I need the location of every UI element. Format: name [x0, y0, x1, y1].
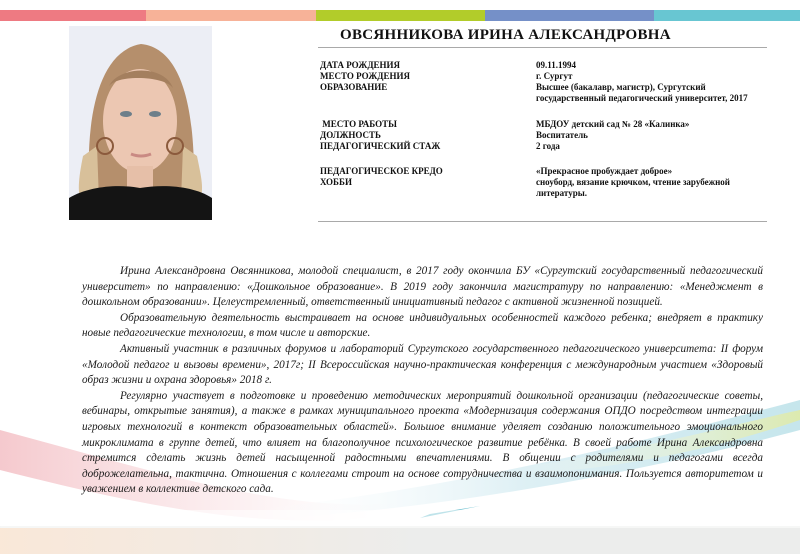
field-label: МЕСТО РАБОТЫ	[320, 119, 397, 129]
bio-paragraph: Образовательную деятельность выстраивает на основе индивидуальных особенностей каждого ребенка; внедряет в практику новые педагогические технологии, в том числе и авторские.	[82, 311, 763, 340]
field-value: МБДОУ детский сад № 28 «Калинка»	[536, 119, 690, 129]
field-value: Воспитатель	[536, 130, 588, 140]
field-label: ДОЛЖНОСТЬ	[320, 130, 381, 140]
field-label: ПЕДАГОГИЧЕСКИЙ СТАЖ	[320, 141, 441, 151]
color-bar-segment	[0, 10, 146, 21]
field-value: г. Сургут	[536, 71, 573, 81]
field-value: 2 года	[536, 141, 560, 151]
divider-line	[318, 47, 767, 48]
bio-paragraph: Ирина Александровна Овсянникова, молодой специалист, в 2017 году окончила БУ «Сургутский государственный педагогический университет» по направлению: «Дошкольное образование». В 2019 году закончила магистратуру по направлению: «Менеджмент в дошкольном образовании». Целеустремленный, ответственный инициативный педагог с активной жизненной позицией.	[82, 265, 763, 309]
bio-paragraph: Регулярно участвует в подготовке и проведению методических мероприятий дошкольной организации (педагогические советы, вебинары, открытые занятия), а также в рамках муниципального проекта «Модернизация содержания ОПДО посредством интеграции игровых технологий в контекст образовательных областей». Большое внимание уделяет созданию положительного эмоционального микроклимата в группе детей, что влияет на благополучное психологическое развитие ребёнка. В своей работе Ирина Александровна стремится сделать жизнь детей насыщенной радостными впечатлениями. В общении с родителями и педагогами всегда доброжелательна, тактична. Отношения с коллегами строит на основе сотрудничества и взаимопонимания. Пользуется авторитетом и уважением в коллективе детского сада.	[82, 389, 763, 496]
biography-text	[82, 264, 763, 498]
field-value: сноуборд, вязание крючком, чтение зарубежной литературы.	[536, 177, 730, 198]
field-label: МЕСТО РОЖДЕНИЯ	[320, 71, 410, 81]
color-bar-segment	[146, 10, 316, 21]
field-label: ОБРАЗОВАНИЕ	[320, 82, 388, 92]
color-bar-segment	[485, 10, 654, 21]
portrait-photo	[69, 26, 212, 220]
field-label: ХОББИ	[320, 177, 352, 187]
field-value: «Прекрасное пробуждает доброе»	[536, 166, 673, 176]
field-label: ПЕДАГОГИЧЕСКОЕ КРЕДО	[320, 166, 443, 176]
person-name: ОВСЯННИКОВА ИРИНА АЛЕКСАНДРОВНА	[340, 27, 671, 43]
bio-paragraph: Активный участник в различных форумов и лабораторий Сургутского государственного педагогического университета: II форум «Молодой педагог и вызовы времени», 2017г; II Всероссийская научно-практическая конференция с международным участием «Здоровый образ жизни и охрана здоровья» 2018 г.	[82, 342, 763, 387]
color-bar-segment	[316, 10, 485, 21]
color-bar-segment	[654, 10, 800, 21]
divider-line	[318, 221, 767, 222]
field-label: ДАТА РОЖДЕНИЯ	[320, 60, 401, 70]
header-color-bar	[0, 10, 800, 21]
field-value: 09.11.1994	[536, 60, 577, 70]
field-value: Высшее (бакалавр, магистр), Сургутский государственный педагогический университет, 2017	[536, 82, 748, 103]
